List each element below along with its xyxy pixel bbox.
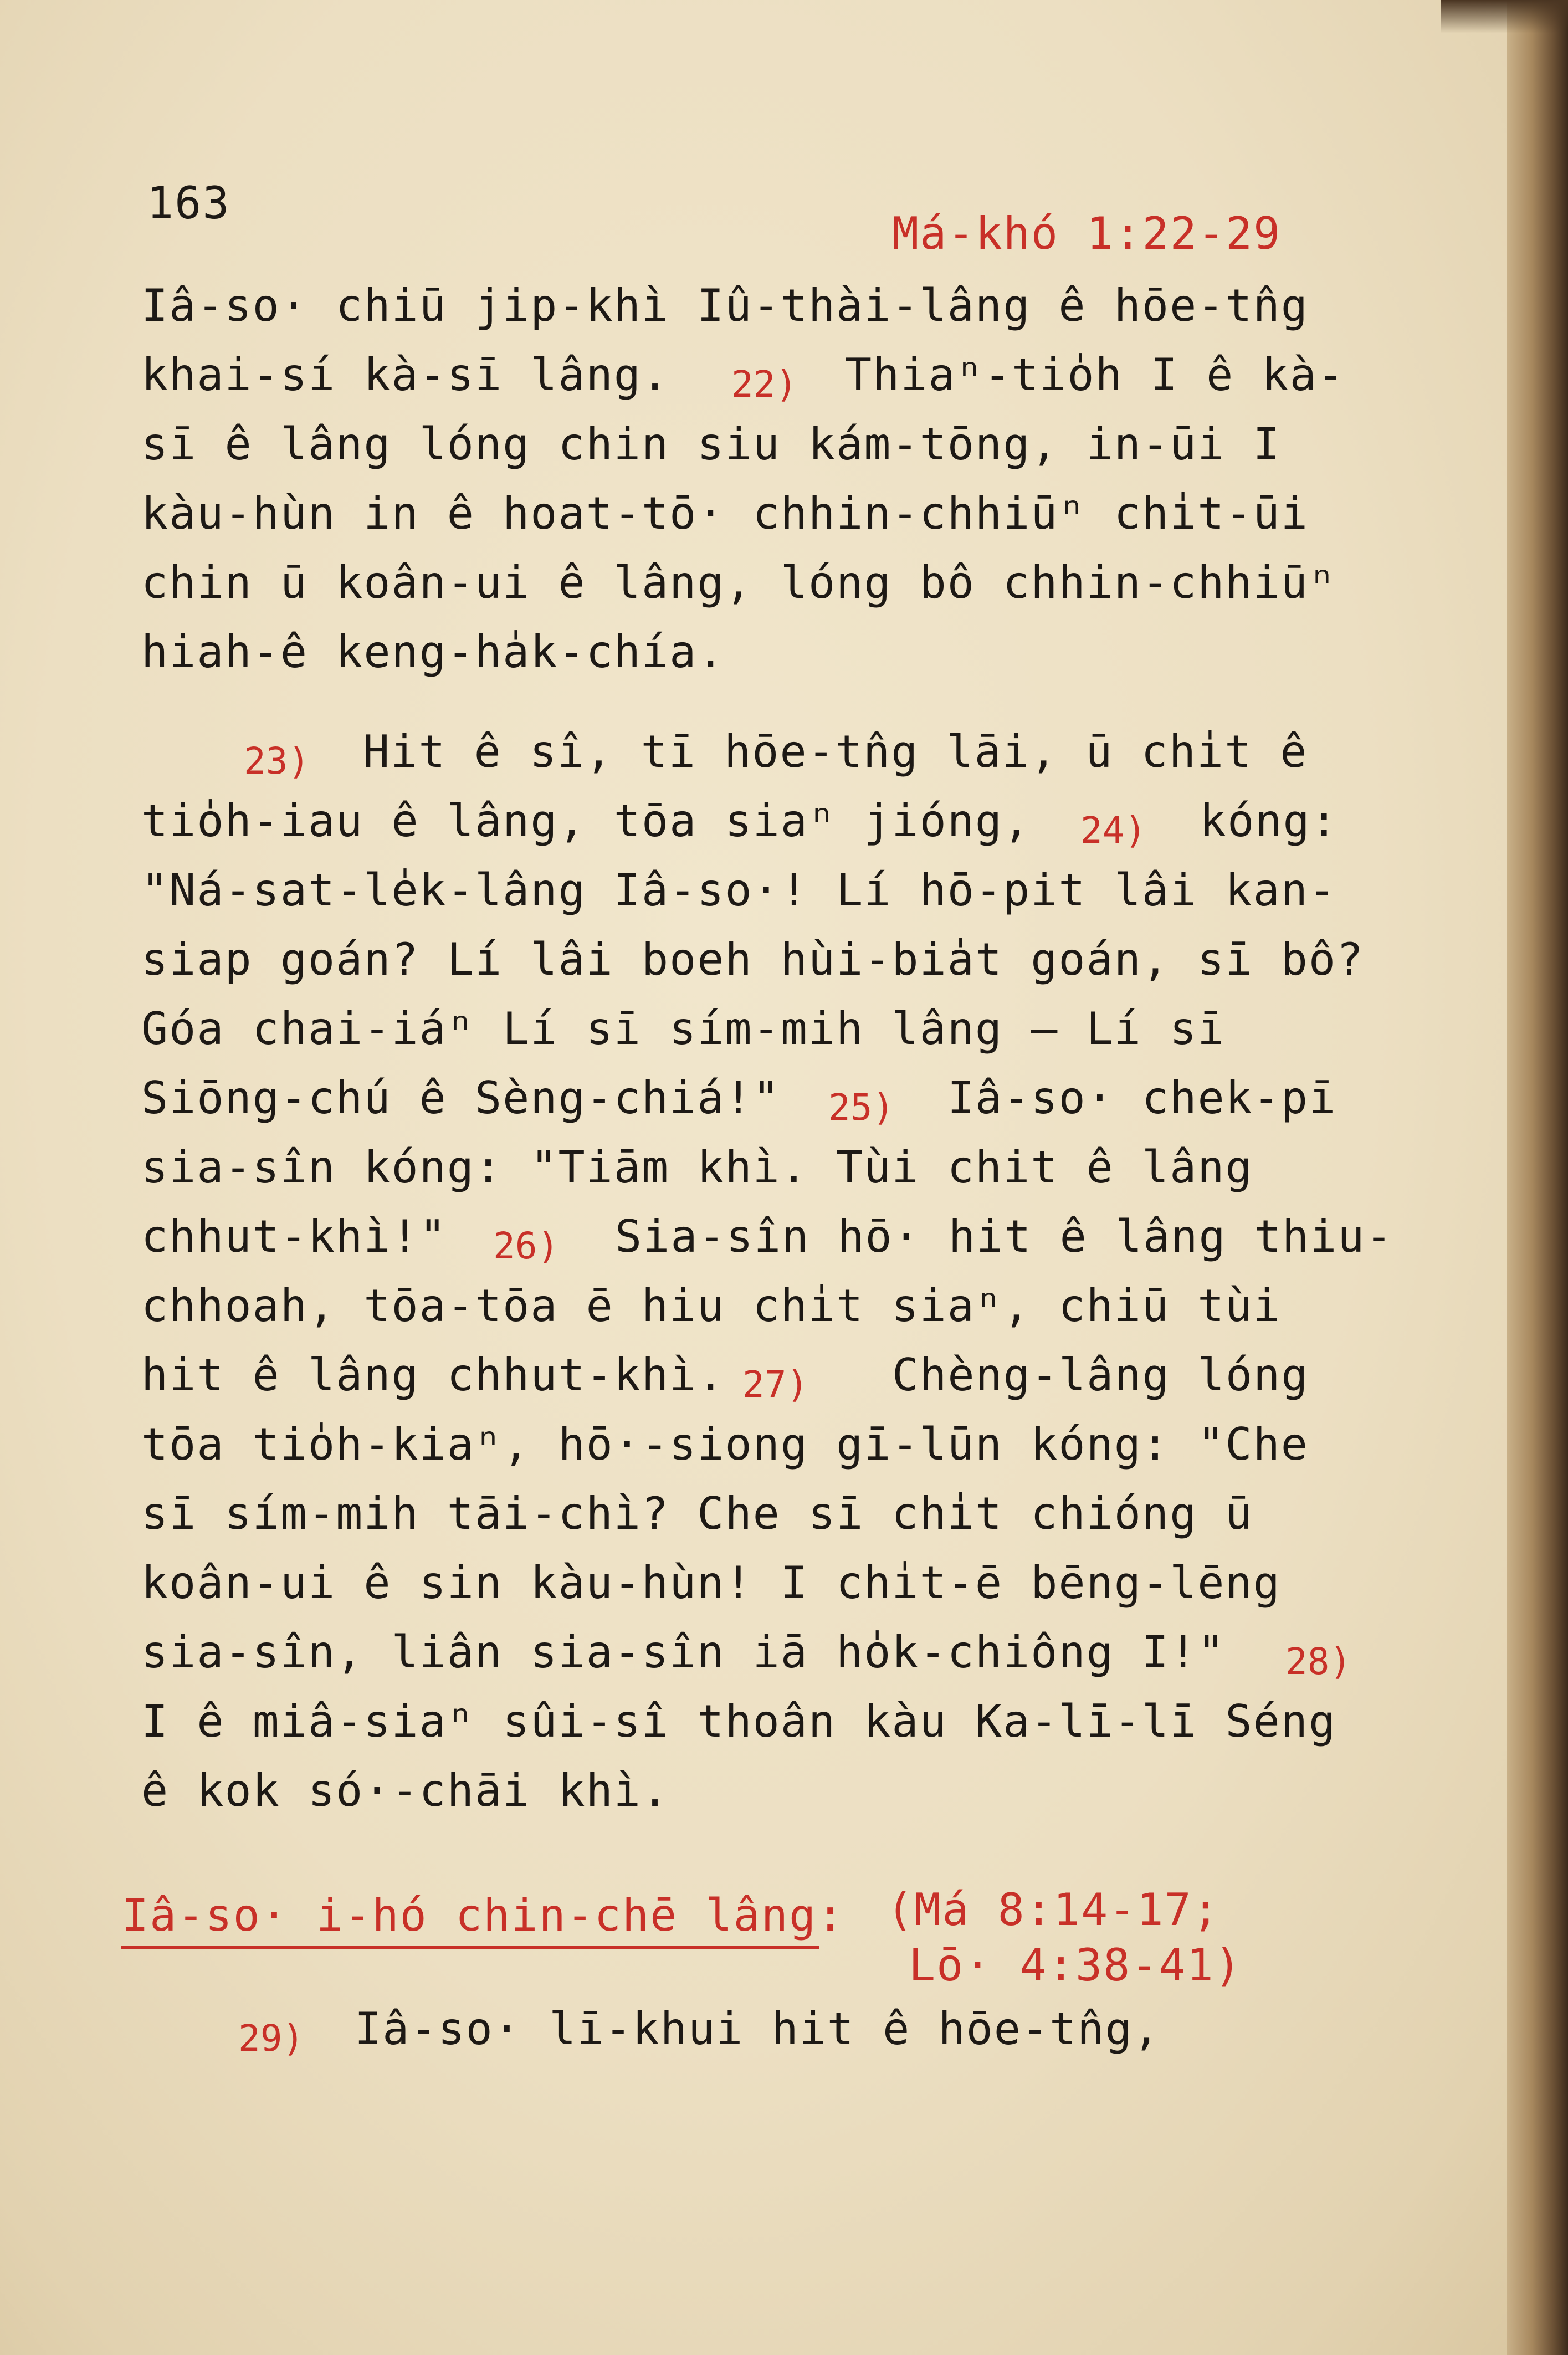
- text-line: tōa tio̍h-kiaⁿ, hō·-siong gī-lūn kóng: "Che: [141, 1419, 1309, 1470]
- cross-reference-line: (Má 8:14-17;: [887, 1884, 1220, 1936]
- text-line: Iâ-so· chiū jip-khì Iû-thài-lâng ê hōe-tn̂g: [141, 280, 1309, 331]
- text-line: Iâ-so· chek-pī: [947, 1072, 1337, 1124]
- text-line: Iâ-so· lī-khui hit ê hōe-tn̂g,: [355, 2003, 1161, 2055]
- page-number: 163: [147, 177, 230, 229]
- page-corner-shadow: [1441, 0, 1568, 33]
- text-line: Hit ê sî, tī hōe-tn̂g lāi, ū chi̍t ê: [363, 726, 1308, 777]
- text-line: tio̍h-iau ê lâng, tōa siaⁿ jióng,: [141, 795, 1031, 847]
- text-line: Siōng-chú ê Sèng-chiá!": [141, 1072, 781, 1124]
- verse-number: 23): [244, 740, 310, 782]
- verse-number: 29): [238, 2017, 305, 2060]
- text-line: chin ū koân-ui ê lâng, lóng bô chhin-chhiūⁿ: [141, 557, 1337, 608]
- text-line: hiah-ê keng-ha̍k-chía.: [141, 626, 725, 678]
- chapter-reference: Má-khó 1:22-29: [892, 208, 1282, 259]
- text-line: Chèng-lâng lóng: [892, 1349, 1309, 1401]
- section-heading: Iâ-so· i-hó chin-chē lâng:: [122, 1890, 845, 1941]
- verse-number: 25): [828, 1086, 895, 1129]
- text-line: khai-sí kà-sī lâng.: [141, 349, 670, 401]
- verse-number: 28): [1285, 1640, 1352, 1683]
- text-line: Thiaⁿ-tio̍h I ê kà-: [845, 349, 1345, 401]
- heading-underline: [121, 1946, 819, 1949]
- text-line: "Ná-sat-le̍k-lâng Iâ-so·! Lí hō-pit lâi kan-: [141, 864, 1337, 916]
- text-line: sī sím-mih tāi-chì? Che sī chi̍t chióng ū: [141, 1488, 1253, 1539]
- verse-number: 24): [1080, 809, 1147, 852]
- text-line: hit ê lâng chhut-khì.: [141, 1349, 725, 1401]
- text-line: I ê miâ-siaⁿ sûi-sî thoân kàu Ka-lī-lī Séng: [141, 1696, 1337, 1747]
- text-line: sia-sîn kóng: "Tiām khì. Tùi chit ê lâng: [141, 1141, 1253, 1193]
- text-line: chhoah, tōa-tōa ē hiu chi̍t siaⁿ, chiū tùi: [141, 1280, 1281, 1332]
- page-edge-shadow: [1507, 0, 1568, 2355]
- text-line: kóng:: [1200, 795, 1339, 847]
- text-line: koân-ui ê sin kàu-hùn! I chi̍t-ē bēng-lēng: [141, 1557, 1281, 1609]
- text-line: ê kok só·-chāi khì.: [141, 1765, 670, 1816]
- text-line: sia-sîn, liân sia-sîn iā ho̍k-chiông I!": [141, 1626, 1226, 1678]
- cross-reference-line: Lō· 4:38-41): [909, 1939, 1242, 1991]
- verse-number: 27): [742, 1363, 809, 1406]
- text-line: sī ê lâng lóng chin siu kám-tōng, in-ūi I: [141, 418, 1281, 470]
- text-line: Góa chai-iáⁿ Lí sī sím-mih lâng — Lí sī: [141, 1003, 1226, 1054]
- text-line: siap goán? Lí lâi boeh hùi-bia̍t goán, sī bô?: [141, 934, 1365, 985]
- text-line: Sia-sîn hō· hit ê lâng thiu-: [615, 1211, 1393, 1262]
- verse-number: 26): [493, 1225, 560, 1267]
- text-line: chhut-khì!": [141, 1211, 447, 1262]
- text-line: kàu-hùn in ê hoat-tō· chhin-chhiūⁿ chi̍t-ūi: [141, 488, 1309, 539]
- verse-number: 22): [731, 363, 798, 406]
